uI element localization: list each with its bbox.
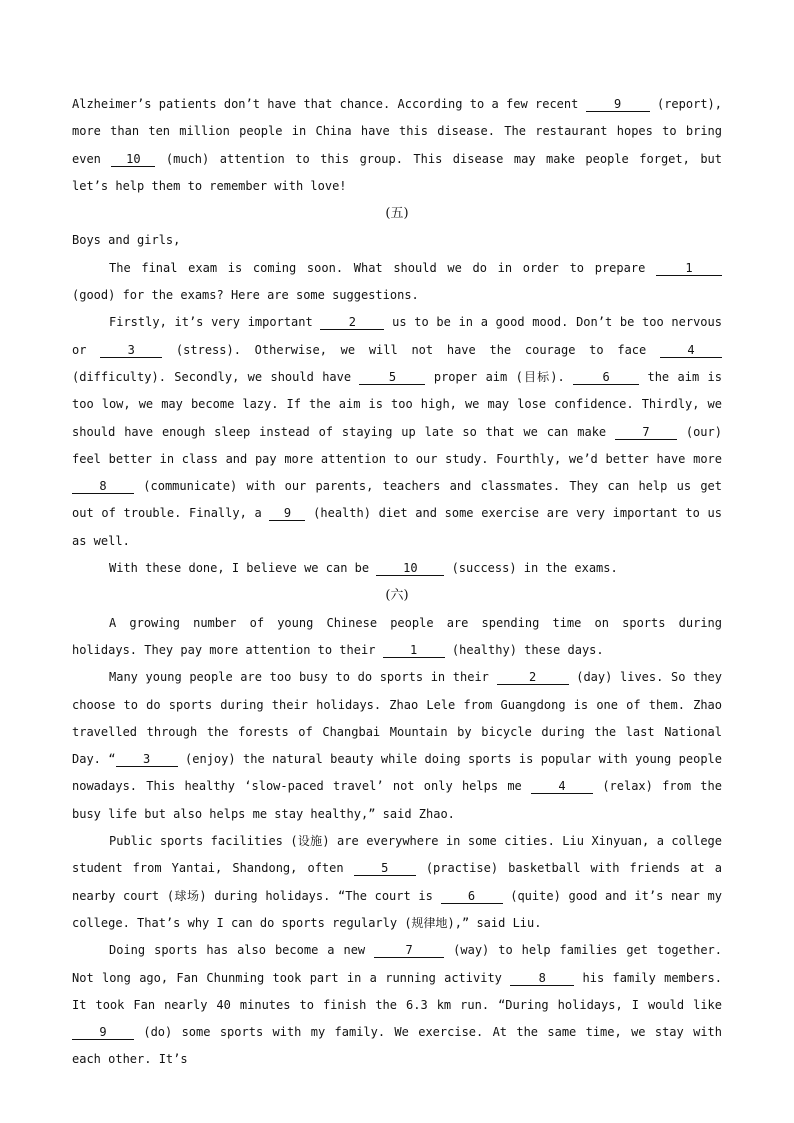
answer-blank: 2 bbox=[320, 316, 384, 330]
text: Firstly, it’s very important bbox=[109, 315, 313, 330]
answer-blank: 2 bbox=[497, 671, 569, 685]
text: (day) lives. So they choose to do sports during their holidays. Zhao Lele from Guangdong is one of them. Zhao travelled through the forests of Changbai Mountain by bicycle during the last National Day. “ bbox=[72, 670, 722, 767]
text: With these done, I believe we can be bbox=[109, 561, 370, 576]
paragraph bbox=[72, 664, 722, 828]
section-heading: (五) bbox=[385, 206, 409, 222]
answer-blank: 6 bbox=[441, 890, 503, 904]
text: (success) in the exams. bbox=[451, 561, 618, 576]
answer-blank: 8 bbox=[72, 480, 134, 494]
text: Public sports facilities (设施) are everywhere in some cities. Liu Xinyuan, a college student from Yantai, Shandong, often bbox=[72, 834, 722, 876]
text: (stress). Otherwise, we will not have the courage to face bbox=[175, 342, 647, 357]
text: (practise) basketball with friends at a nearby court (球场) during holidays. “The court is bbox=[72, 861, 722, 903]
text: his family members. It took Fan nearly 40 minutes to finish the 6.3 km run. “During holidays, I would like bbox=[72, 970, 722, 1012]
answer-blank: 4 bbox=[531, 780, 593, 794]
text: (quite) good and it’s near my college. That’s why I can do sports regularly (规律地),” said Liu. bbox=[72, 888, 723, 930]
text: the aim is too low, we may become lazy. If the aim is too high, we may lose confidence. Thirdly, we should have enough sleep instead of staying up late so that we can make bbox=[72, 369, 722, 439]
text: (enjoy) the natural beauty while doing sports is popular with young people nowadays. This healthy ‘slow-paced travel’ not only helps me bbox=[72, 752, 722, 794]
answer-blank: 9 bbox=[586, 98, 650, 112]
text: Doing sports has also become a new bbox=[109, 943, 366, 958]
document-page bbox=[72, 91, 722, 1074]
answer-blank: 7 bbox=[615, 426, 677, 440]
paragraph bbox=[72, 91, 722, 200]
greeting: Boys and girls, bbox=[72, 233, 181, 248]
text: proper aim (目标). bbox=[433, 369, 565, 384]
section-heading: (六) bbox=[385, 588, 409, 604]
answer-blank: 9 bbox=[269, 507, 305, 521]
paragraph bbox=[72, 555, 722, 582]
answer-blank: 8 bbox=[510, 972, 574, 986]
answer-blank: 3 bbox=[116, 753, 178, 767]
text: (health) diet and some exercise are very important to us as well. bbox=[72, 506, 723, 548]
paragraph bbox=[72, 828, 722, 937]
answer-blank: 5 bbox=[359, 371, 425, 385]
text: (difficulty). Secondly, we should have bbox=[72, 369, 352, 384]
answer-blank: 6 bbox=[573, 371, 639, 385]
text: (our) feel better in class and pay more attention to our study. Fourthly, we’d better have more bbox=[72, 424, 722, 466]
text: (communicate) with our parents, teachers and classmates. They can help us get out of trouble. Finally, a bbox=[72, 479, 722, 521]
answer-blank: 10 bbox=[111, 153, 155, 167]
text: The final exam is coming soon. What should we do in order to prepare bbox=[109, 260, 646, 275]
text: (good) for the exams? Here are some suggestions. bbox=[72, 288, 419, 303]
text: (relax) from the busy life but also helps me stay healthy,” said Zhao. bbox=[72, 779, 722, 821]
paragraph bbox=[72, 610, 722, 665]
text: (much) attention to this group. This disease may make people forget, but let’s help them to remember with love! bbox=[72, 151, 722, 193]
answer-blank: 10 bbox=[376, 562, 444, 576]
text: A growing number of young Chinese people are spending time on sports during holidays. They pay more attention to their bbox=[72, 615, 722, 657]
text: (report), more than ten million people in China have this disease. The restaurant hopes to bring even bbox=[72, 97, 722, 166]
text: (do) some sports with my family. We exercise. At the same time, we stay with each other. It’s bbox=[72, 1025, 722, 1067]
answer-blank: 7 bbox=[374, 944, 444, 958]
paragraph bbox=[72, 309, 722, 555]
paragraph bbox=[72, 937, 722, 1073]
text: (healthy) these days. bbox=[451, 642, 604, 657]
text: Alzheimer’s patients don’t have that chance. According to a few recent bbox=[72, 97, 579, 111]
paragraph bbox=[72, 255, 722, 310]
answer-blank: 3 bbox=[100, 344, 162, 358]
answer-blank: 1 bbox=[383, 644, 445, 658]
text: (way) to help families get together. Not long ago, Fan Chunming took part in a running activity bbox=[72, 943, 722, 985]
answer-blank: 1 bbox=[656, 262, 722, 276]
answer-blank: 5 bbox=[354, 862, 416, 876]
answer-blank: 9 bbox=[72, 1026, 134, 1040]
text: us to be in a good mood. Don’t be too nervous or bbox=[72, 315, 722, 357]
text: Many young people are too busy to do sports in their bbox=[109, 670, 489, 685]
answer-blank: 4 bbox=[660, 344, 722, 358]
